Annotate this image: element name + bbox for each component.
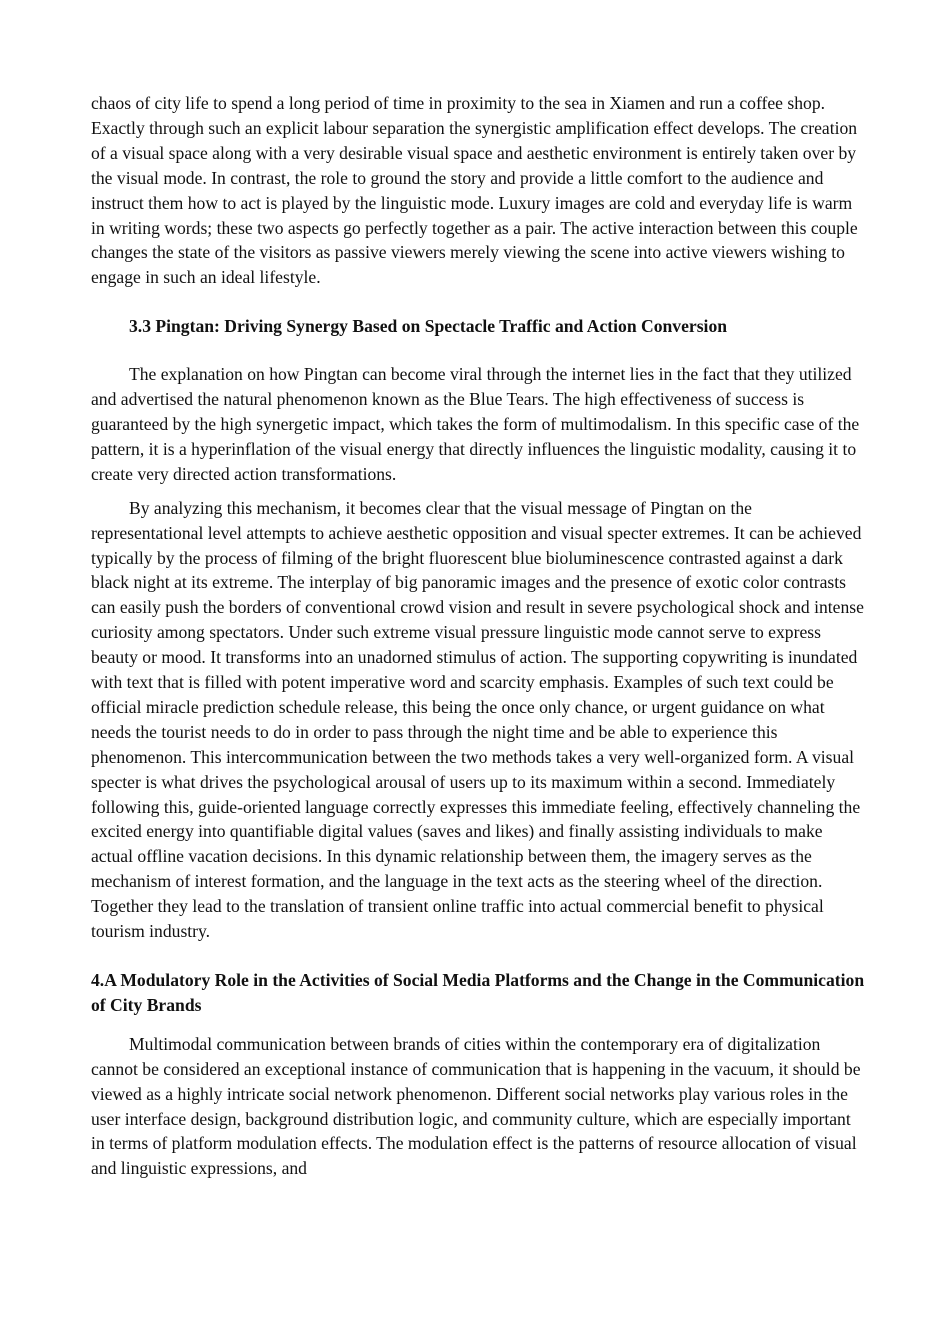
intro-paragraph: chaos of city life to spend a long period of time in proximity to the sea in Xiamen and run a coffee shop. Exactly through such an explicit labour separation the synergistic amplification effect develops. The creation of a visual space along with a very desirable visual space and aesthetic environment is entirely taken over by the visual mode. In contrast, the role to ground the story and provide a little comfort to the audience and instruct them how to act is played by the linguistic mode. Luxury images are cold and everyday life is warm in writing words; these two aspects go perfectly together as a pair. The active interaction between this couple changes the state of the visitors as passive viewers merely viewing the scene into active viewers wishing to engage in such an ideal lifestyle. <box>91 93 858 288</box>
document-page <box>91 91 866 1181</box>
section-4-paragraph: Multimodal communication between brands of cities within the contemporary era of digitalization cannot be considered an exceptional instance of communication that is happening in the vacuum, it should be viewed as a highly intricate social network phenomenon. Different social networks play various roles in the user interface design, background distribution logic, and community culture, which are especially important in terms of platform modulation effects. The modulation effect is the patterns of resource allocation of visual and linguistic expressions, and <box>91 1033 861 1179</box>
section-heading-3-3: 3.3 Pingtan: Driving Synergy Based on Spectacle Traffic and Action Conversion <box>129 316 728 337</box>
section-heading-4: 4.A Modulatory Role in the Activities of Social Media Platforms and the Change in the Communication of City Brands <box>91 970 865 1015</box>
section-3-3-paragraph: The explanation on how Pingtan can become viral through the internet lies in the fact that they utilized and advertised the natural phenomenon known as the Blue Tears. The high effectiveness of success is guaranteed by the high synergetic impact, which takes the form of multimodalism. In this specific case of the pattern, it is a hyperinflation of the visual energy that directly influences the linguistic modality, causing it to create very directed action transformations. <box>91 364 860 484</box>
section-3-3-paragraph: By analyzing this mechanism, it becomes clear that the visual message of Pingtan on the representational level attempts to achieve aesthetic opposition and visual specter extremes. It can be achieved typically by the process of filming of the bright fluorescent blue bioluminescence contrasted against a dark black night at its extreme. The interplay of big panoramic images and the presence of exotic color contrasts can easily push the borders of conventional crowd vision and result in severe psychological shock and intense curiosity among spectators. Under such extreme visual pressure linguistic mode cannot serve to express beauty or mood. It transforms into an unadorned stimulus of action. The supporting copywriting is inundated with text that is filled with potent imperative word and scarcity emphasis. Examples of such text could be official miracle prediction schedule release, this being the once only chance, or urgent guidance on what needs the tourist needs to do in order to pass through the night time and be able to experience this phenomenon. This intercommunication between the two methods takes a very well-organized form. A visual specter is what drives the psychological arousal of users up to its maximum within a second. Immediately following this, guide-oriented language correctly expresses this immediate feeling, effectively channeling the excited energy into quantifiable digital values (saves and likes) and finally assisting individuals to make actual offline vacation decisions. In this dynamic relationship between them, the imagery serves as the mechanism of interest formation, and the language in the text acts as the steering wheel of the direction. Together they lead to the translation of transient online traffic into actual commercial benefit to physical tourism industry. <box>91 497 864 942</box>
